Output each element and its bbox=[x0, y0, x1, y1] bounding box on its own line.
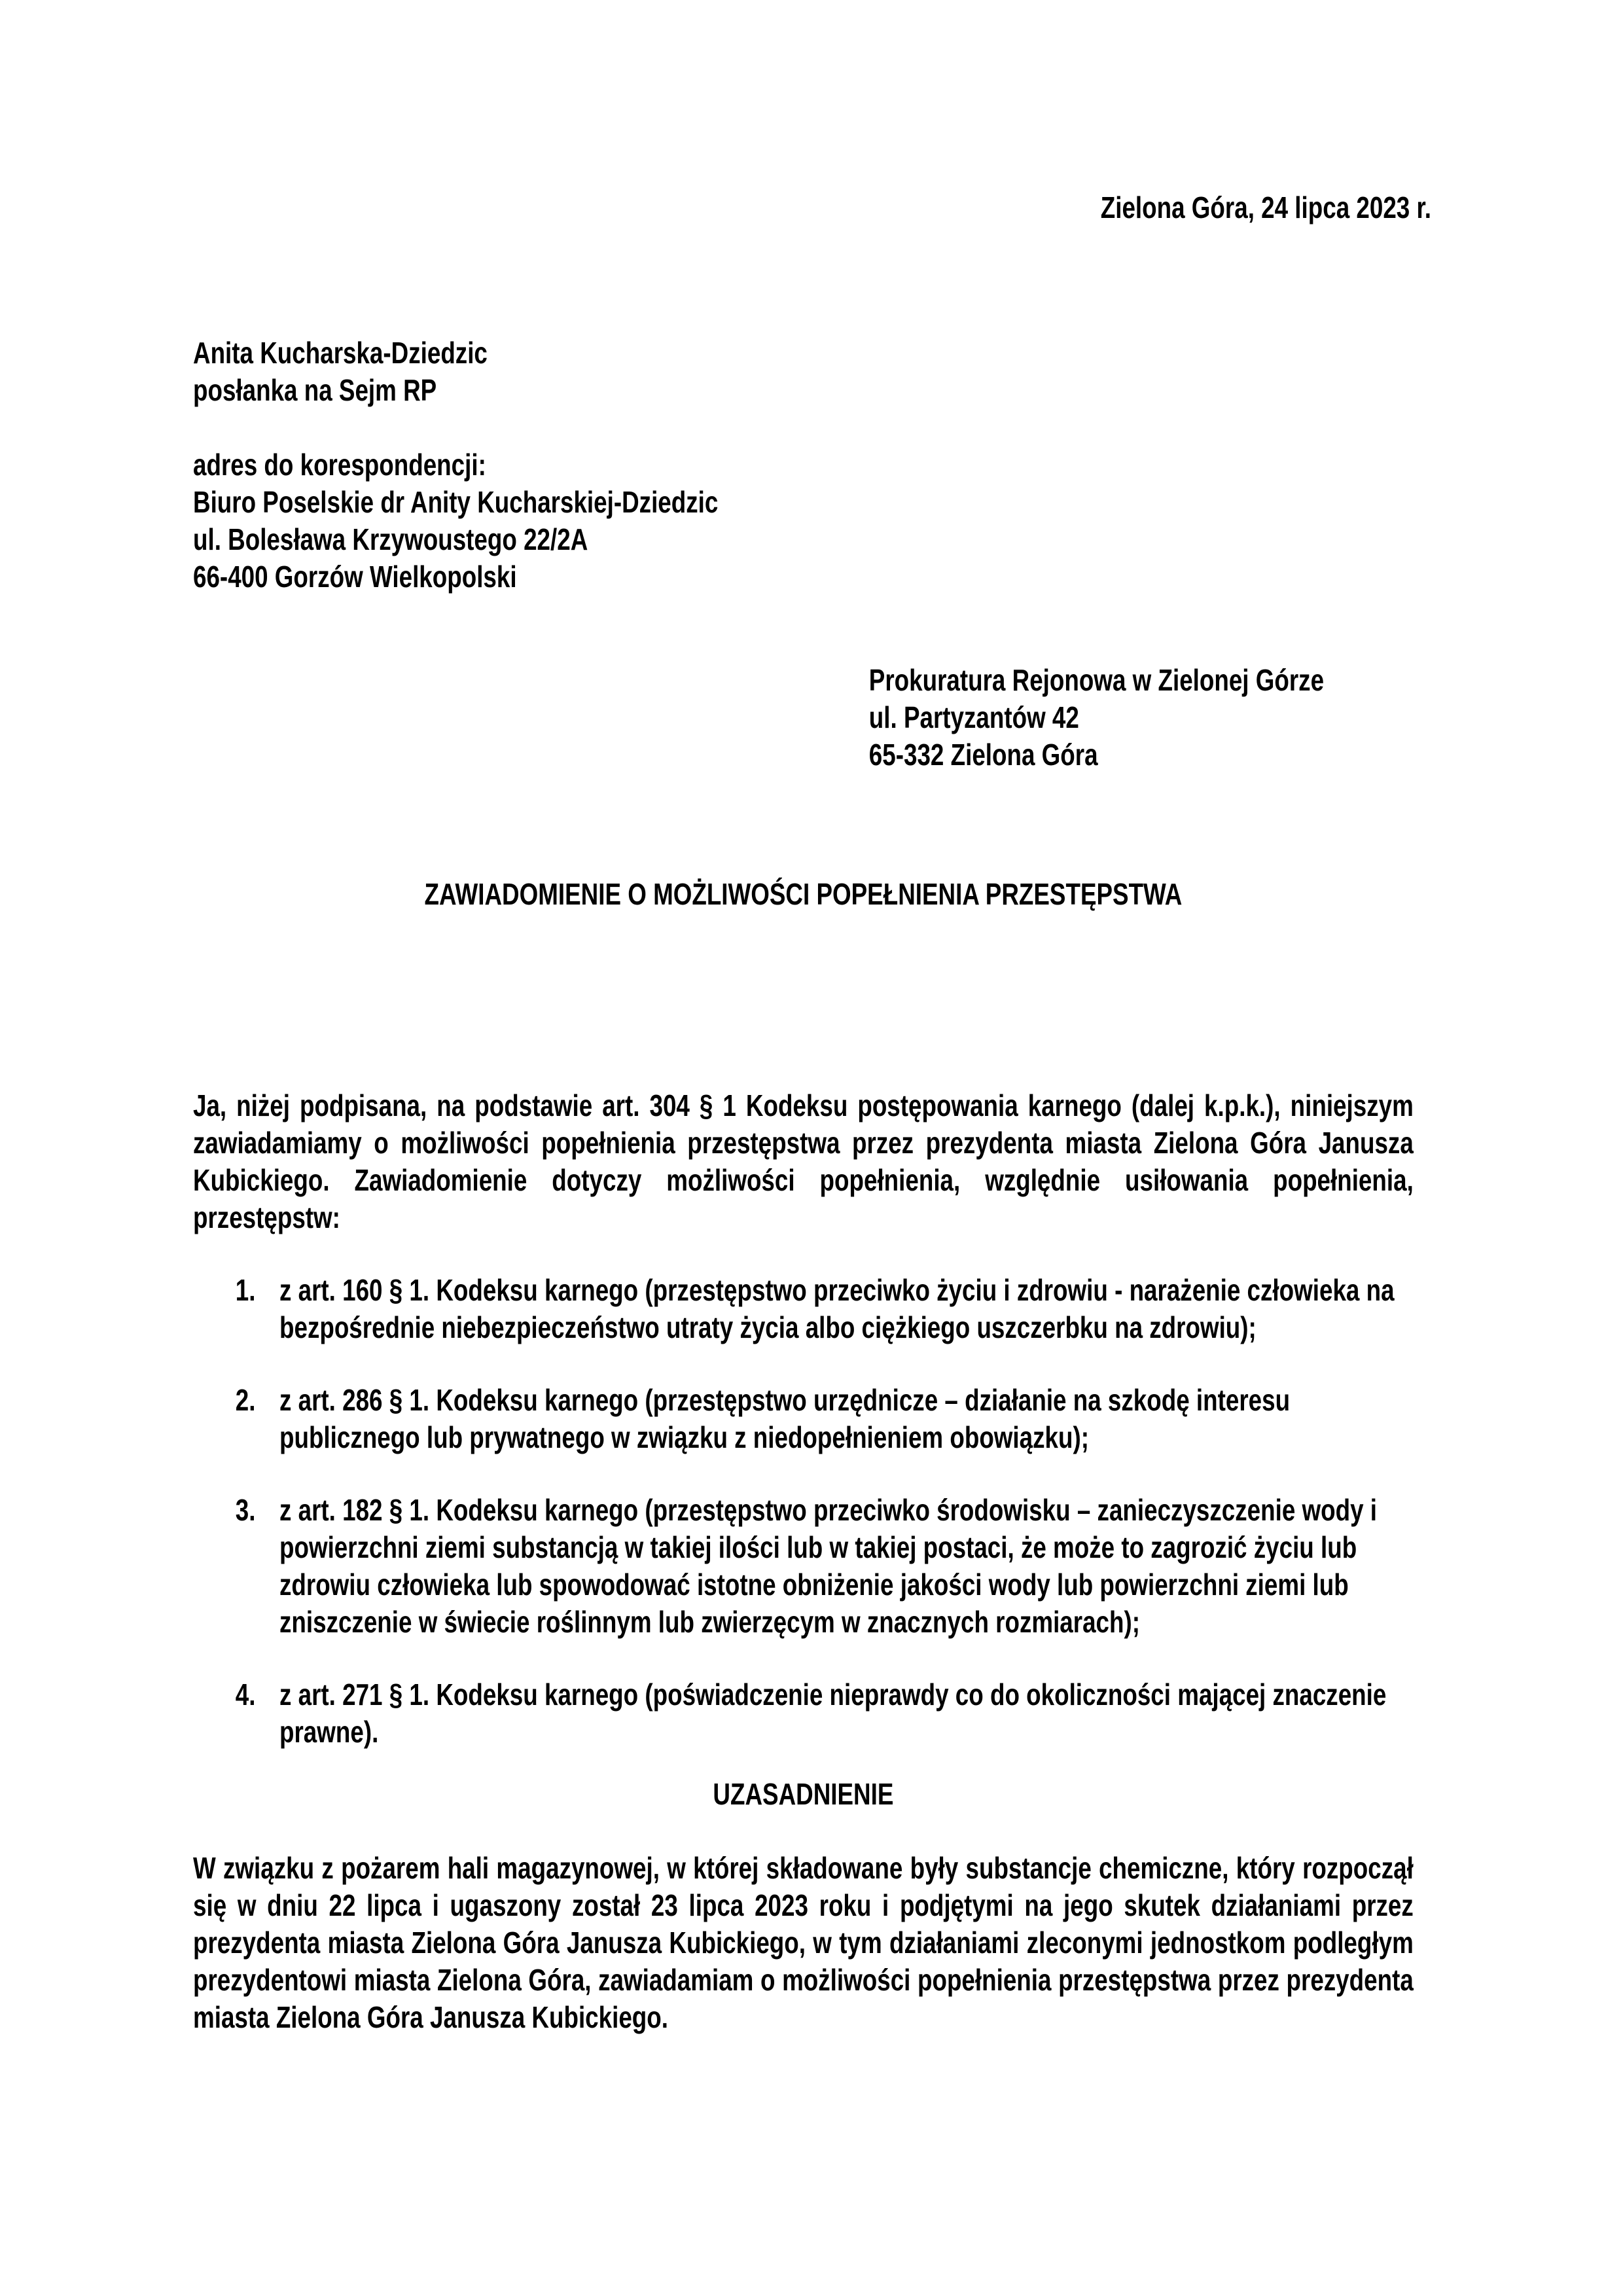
offence-text: z art. 271 § 1. Kodeksu karnego (poświadczenie nieprawdy co do okoliczności mającej znaczenie prawne). bbox=[279, 1677, 1387, 1749]
offence-text: z art. 182 § 1. Kodeksu karnego (przestępstwo przeciwko środowisku – zanieczyszczenie wody i powierzchni ziemi substancją w takiej ilości lub w takiej postaci, że może to zagrozić życiu lub zdrowiu człowieka lub spowodować istotne obniżenie jakości wody lub powierzchni ziemi lub zniszczenie w świecie roślinnym lub zwierzęcym w znacznych rozmiarach); bbox=[279, 1493, 1378, 1639]
justification-paragraph: W związku z pożarem hali magazynowej, w której składowane były substancje chemiczne, który rozpoczął się w dniu 22 lipca i ugaszony został 23 lipca 2023 roku i podjętymi na jego skutek działaniami przez prezydenta miasta Zielona Góra Janusza Kubickiego, w tym działaniami zleconymi jednostkom podległym prezydentowi miasta Zielona Góra, zawiadamiam o możliwości popełnienia przestępstwa przez prezydenta miasta Zielona Góra Janusza Kubickiego. bbox=[193, 1851, 1414, 2034]
recipient-line: 65-332 Zielona Góra bbox=[868, 738, 1098, 772]
sender-name: Anita Kucharska-Dziedzic bbox=[193, 336, 488, 370]
sender-address-lines bbox=[193, 484, 1414, 596]
offence-item bbox=[193, 1492, 1414, 1641]
offence-number: 2. bbox=[235, 1383, 256, 1417]
offence-number: 4. bbox=[235, 1677, 256, 1712]
offence-item bbox=[193, 1676, 1414, 1751]
offence-number: 1. bbox=[235, 1273, 256, 1307]
sender-block bbox=[193, 334, 1414, 596]
sender-address-line: Biuro Poselskie dr Anity Kucharskiej-Dziedzic bbox=[193, 485, 719, 519]
section-heading: UZASADNIENIE bbox=[713, 1777, 894, 1811]
sender-address-line: ul. Bolesława Krzywoustego 22/2A bbox=[193, 522, 588, 556]
offence-number: 3. bbox=[235, 1493, 256, 1527]
recipient-block bbox=[193, 662, 1414, 774]
document-title: ZAWIADOMIENIE O MOŻLIWOŚCI POPEŁNIENIA PRZESTĘPSTWA bbox=[424, 877, 1183, 911]
offence-list bbox=[193, 1272, 1414, 1751]
offence-item bbox=[193, 1382, 1414, 1456]
date-line: Zielona Góra, 24 lipca 2023 r. bbox=[1100, 190, 1431, 224]
sender-role: posłanka na Sejm RP bbox=[193, 373, 437, 407]
intro-paragraph: Ja, niżej podpisana, na podstawie art. 304 § 1 Kodeksu postępowania karnego (dalej k.p.k.), niniejszym zawiadamiamy o możliwości popełnienia przestępstwa przez prezydenta miasta Zielona Góra Janusza Kubickiego. Zawiadomienie dotyczy możliwości popełnienia, względnie usiłowania popełnienia, przestępstw: bbox=[193, 1088, 1414, 1234]
offence-text: z art. 160 § 1. Kodeksu karnego (przestępstwo przeciwko życiu i zdrowiu - narażenie człowieka na bezpośrednie niebezpieczeństwo utraty życia albo ciężkiego uszczerbku na zdrowiu); bbox=[279, 1273, 1395, 1344]
recipient-line: ul. Partyzantów 42 bbox=[868, 700, 1079, 734]
spacer bbox=[193, 409, 1414, 446]
sender-address-line: 66-400 Gorzów Wielkopolski bbox=[193, 560, 517, 594]
recipient-lines bbox=[869, 662, 1414, 774]
letter-content bbox=[193, 0, 1431, 2036]
recipient-line: Prokuratura Rejonowa w Zielonej Górze bbox=[868, 663, 1325, 697]
offence-text: z art. 286 § 1. Kodeksu karnego (przestępstwo urzędnicze – działanie na szkodę interesu publicznego lub prywatnego w związku z niedopełnieniem obowiązku); bbox=[279, 1383, 1291, 1454]
offence-item bbox=[193, 1272, 1414, 1346]
sender-address-label: adres do korespondencji: bbox=[193, 448, 486, 482]
